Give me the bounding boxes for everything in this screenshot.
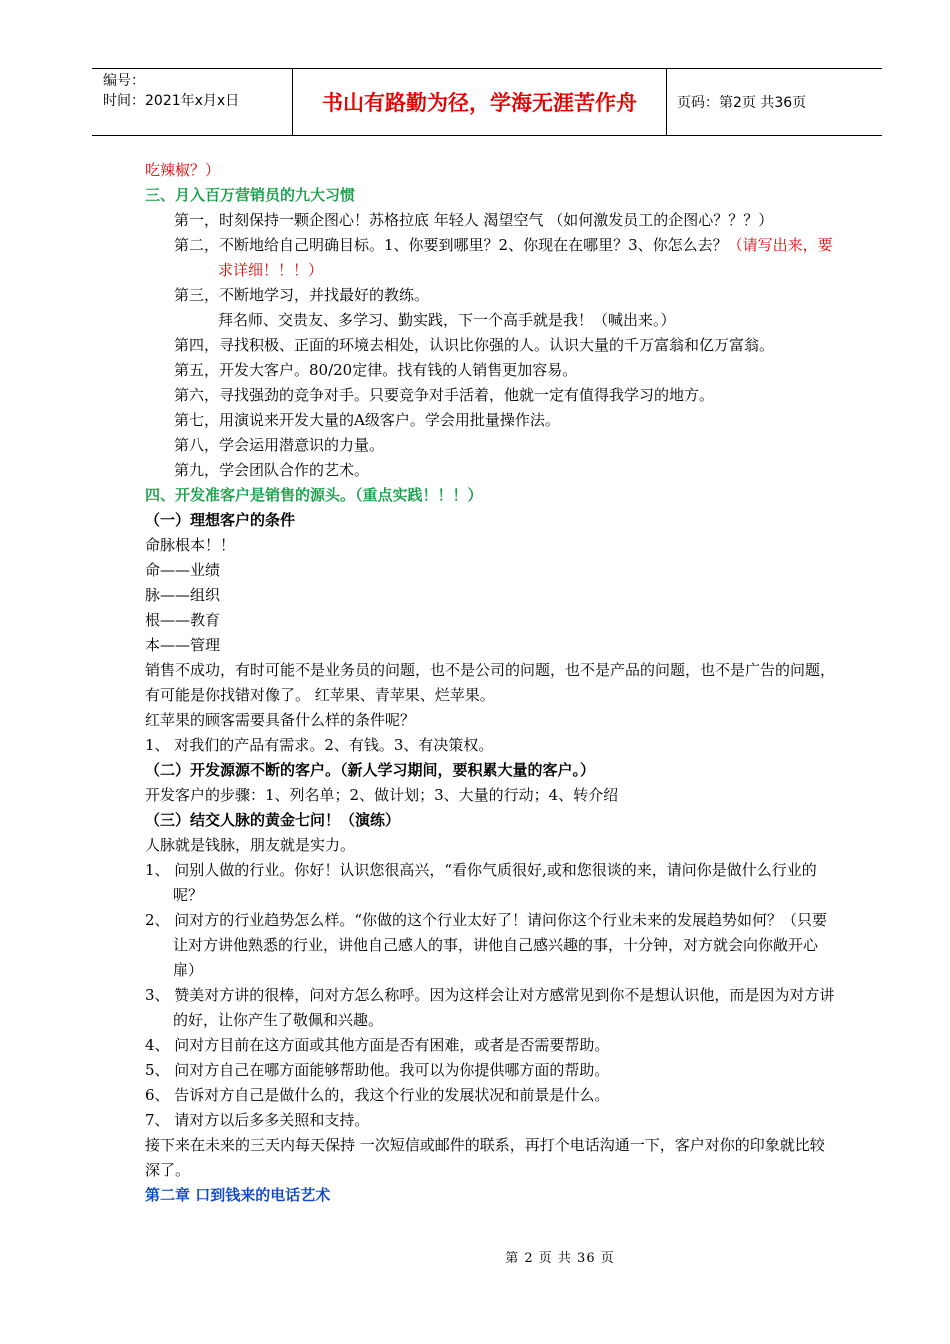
text-line: 根——教育 xyxy=(145,611,221,629)
page-header xyxy=(92,68,882,136)
habit-item: 第六，寻找强劲的竞争对手。只要竞争对手活着，他就一定有值得我学习的地方。 xyxy=(174,386,715,404)
section-heading: 四、开发准客户是销售的源头。（重点实践！！！） xyxy=(145,486,483,504)
question-item: 3、 赞美对方讲的很棒，问对方怎么称呼。因为这样会让对方感常见到你不是想认识他，而是因为对方讲的好，让你产生了敬佩和兴趣。 xyxy=(145,986,835,1029)
text-line: 本——管理 xyxy=(145,636,221,654)
subsection-heading: （一）理想客户的条件 xyxy=(145,511,296,529)
habit-item: 第五，开发大客户。80/20定律。找有钱的人销售更加容易。 xyxy=(174,361,578,379)
question-item: 7、 请对方以后多多关照和支持。 xyxy=(145,1111,370,1129)
text-line: 命脉根本！！ xyxy=(145,536,236,554)
habit-item: 第八，学会运用潜意识的力量。 xyxy=(174,436,385,454)
serial-label: 编号： xyxy=(103,73,145,89)
time-label: 时间：2021年x月x日 xyxy=(103,93,240,109)
habit-note: （请写出来，要求详细！！！） xyxy=(218,236,833,279)
text-line: 红苹果的顾客需要具备什么样的条件呢？ xyxy=(145,711,416,729)
habit-subitem: 拜名师、交贵友、多学习、勤实践，下一个高手就是我！（喊出来。） xyxy=(218,311,676,329)
header-page-number: 页码：第2页 共36页 xyxy=(677,95,807,111)
text-line: 吃辣椒？） xyxy=(145,161,221,179)
question-item: 6、 告诉对方自己是做什么的，我这个行业的发展状况和前景是什么。 xyxy=(145,1086,610,1104)
habit-item: 第一，时刻保持一颗企图心！苏格拉底 年轻人 渴望空气 （如何激发员工的企图心？？？） xyxy=(174,211,774,229)
text-line: 命——业绩 xyxy=(145,561,221,579)
habit-text: 第二，不断地给自己明确目标。1、你要到哪里？2、你现在在哪里？3、你怎么去？ xyxy=(174,236,728,254)
chapter-heading: 第二章 口到钱来的电话艺术 xyxy=(145,1186,331,1204)
habit-item: 第三，不断地学习，并找最好的教练。 xyxy=(174,286,430,304)
section-heading: 三、月入百万营销员的九大习惯 xyxy=(145,186,356,204)
text-line: 开发客户的步骤：1、列名单；2、做计划；3、大量的行动；4、转介绍 xyxy=(145,786,619,804)
header-motto: 书山有路勤为径，学海无涯苦作舟 xyxy=(293,69,667,135)
question-item: 4、 问对方目前在这方面或其他方面是否有困难，或者是否需要帮助。 xyxy=(145,1036,610,1054)
question-item: 2、 问对方的行业趋势怎么样。“你做的这个行业太好了！请问你这个行业未来的发展趋势如何？（只要让对方讲他熟悉的行业，讲他自己感人的事，讲他自己感兴趣的事，十分钟，对方就会向你敞开心扉） xyxy=(145,911,827,979)
question-item: 1、 问别人做的行业。你好！认识您很高兴，“看你气质很好,或和您很谈的来，请问你是做什么行业的呢？ xyxy=(145,861,817,904)
habit-item: 第七，用演说来开发大量的A级客户。学会用批量操作法。 xyxy=(174,411,560,429)
paragraph: 接下来在未来的三天内每天保持 一次短信或邮件的联系，再打个电话沟通一下，客户对你的印象就比较深了。 xyxy=(145,1136,825,1179)
page-footer: 第 2 页 共 36 页 xyxy=(505,1251,615,1266)
document-body xyxy=(145,158,835,1208)
header-meta xyxy=(92,69,293,135)
paragraph: 销售不成功，有时可能不是业务员的问题，也不是公司的问题，也不是产品的问题，也不是广告的问题，有可能是你找错对像了。 红苹果、青苹果、烂苹果。 xyxy=(145,661,836,704)
habit-item: 第九，学会团队合作的艺术。 xyxy=(174,461,370,479)
subsection-heading: （二）开发源源不断的客户。（新人学习期间，要积累大量的客户。） xyxy=(145,761,596,779)
text-line: 人脉就是钱脉，朋友就是实力。 xyxy=(145,836,356,854)
text-line: 1、 对我们的产品有需求。2、有钱。3、有决策权。 xyxy=(145,736,494,754)
question-item: 5、 问对方自己在哪方面能够帮助他。我可以为你提供哪方面的帮助。 xyxy=(145,1061,610,1079)
text-line: 脉——组织 xyxy=(145,586,221,604)
habit-item xyxy=(145,233,835,283)
subsection-heading: （三）结交人脉的黄金七问！（演练） xyxy=(145,811,401,829)
habit-item: 第四，寻找积极、正面的环境去相处，认识比你强的人。认识大量的千万富翁和亿万富翁。 xyxy=(174,336,775,354)
